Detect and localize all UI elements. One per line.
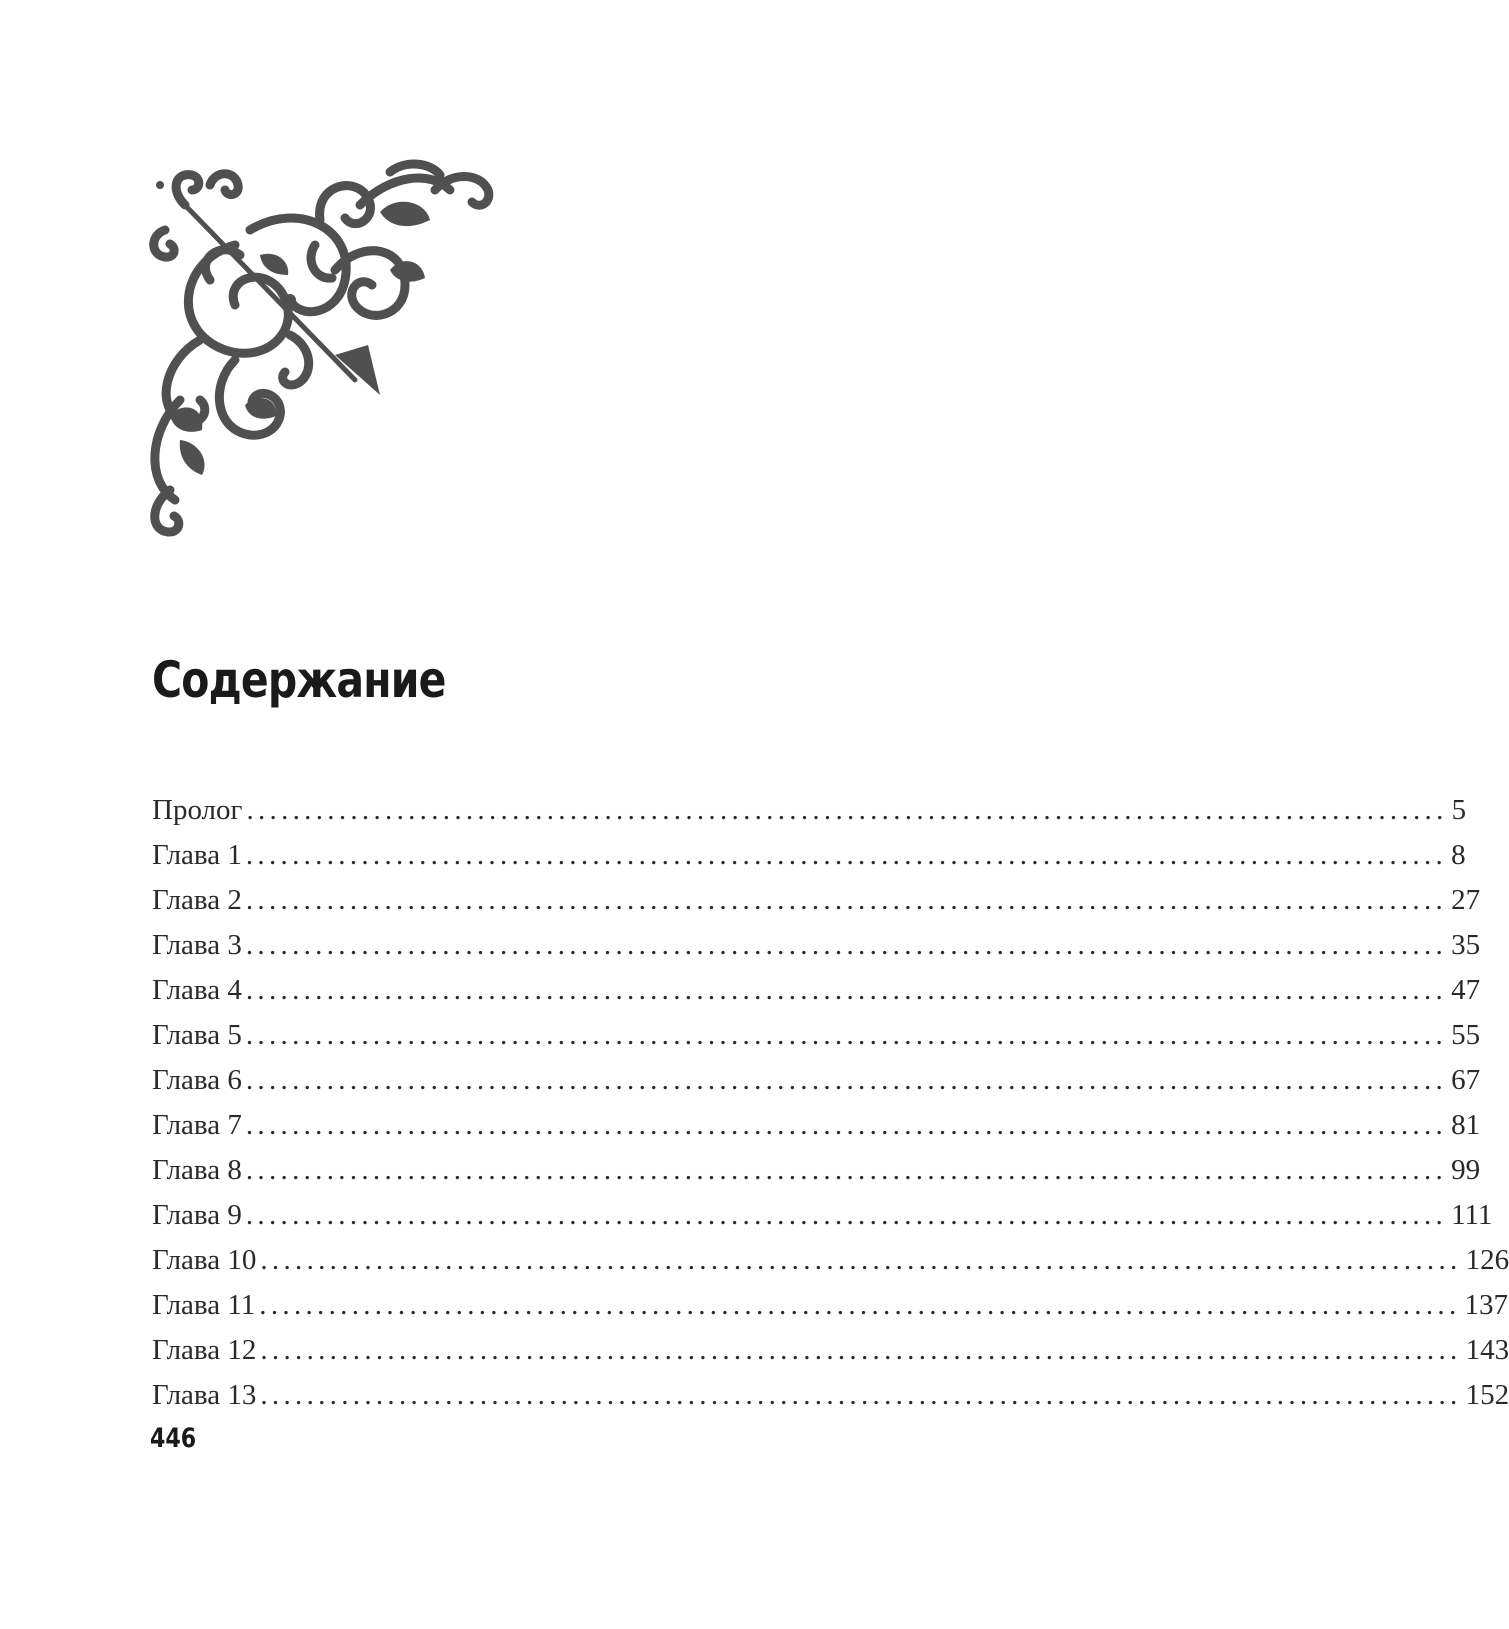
dot-leader: ........................................................................................................: [245, 884, 1448, 916]
toc-entry-page: 8: [1451, 839, 1466, 871]
toc-entry-page: 143: [1465, 1334, 1509, 1366]
dot-leader: ........................................................................................................: [260, 1379, 1462, 1411]
toc-entry-chapter-8: [152, 1148, 1481, 1193]
page-number: 446: [150, 1423, 197, 1454]
toc-entry-chapter-7: [152, 1103, 1481, 1148]
toc-entry-label: Глава 8: [152, 1154, 242, 1186]
toc-entry-page: 137: [1464, 1289, 1508, 1321]
dot-leader: ........................................................................................................: [260, 1244, 1462, 1276]
toc-entry-page: 81: [1451, 1109, 1481, 1141]
toc-entry-page: 126: [1465, 1244, 1509, 1276]
toc-entry-chapter-5: [152, 1013, 1481, 1058]
toc-entry-label: Глава 10: [152, 1244, 257, 1276]
toc-entry-page: 5: [1451, 794, 1467, 826]
dot-leader: ........................................................................................................: [260, 1334, 1462, 1366]
toc-entry-label: Глава 12: [152, 1334, 257, 1366]
toc-entry-chapter-10: [152, 1238, 1509, 1283]
toc-entry-chapter-3: [152, 923, 1481, 968]
toc-entry-page: 67: [1451, 1064, 1481, 1096]
toc-entry-prologue: [152, 788, 1467, 833]
dot-leader: ........................................................................................................: [259, 1289, 1461, 1321]
toc-entry-chapter-13: [152, 1373, 1509, 1418]
toc-entry-page: 27: [1451, 884, 1481, 916]
toc-entry-label: Пролог: [152, 794, 243, 826]
toc-entry-label: Глава 2: [152, 884, 242, 916]
dot-leader: ........................................................................................................: [245, 1019, 1448, 1051]
toc-entry-page: 47: [1451, 974, 1481, 1006]
toc-entry-chapter-11: [152, 1283, 1508, 1328]
dot-leader: ........................................................................................................: [245, 929, 1448, 961]
toc-entry-page: 111: [1451, 1199, 1493, 1231]
toc-entry-page: 55: [1451, 1019, 1481, 1051]
page-title: Содержание: [152, 651, 446, 709]
dot-leader: ........................................................................................................: [245, 1109, 1448, 1141]
dot-leader: ........................................................................................................: [245, 1199, 1448, 1231]
toc-entry-label: Глава 5: [152, 1019, 242, 1051]
toc-entry-chapter-2: [152, 878, 1481, 923]
toc-entry-label: Глава 7: [152, 1109, 242, 1141]
toc-entry-chapter-1: [152, 833, 1466, 878]
corner-flourish-icon: [140, 160, 510, 540]
dot-leader: ........................................................................................................: [245, 974, 1448, 1006]
toc-entry-label: Глава 1: [152, 839, 242, 871]
dot-leader: ........................................................................................................: [246, 794, 1448, 826]
toc-entry-page: 152: [1465, 1379, 1509, 1411]
toc-entry-page: 99: [1451, 1154, 1481, 1186]
dot-leader: ........................................................................................................: [245, 839, 1448, 871]
toc-entry-label: Глава 4: [152, 974, 242, 1006]
toc-entry-page: 35: [1451, 929, 1481, 961]
toc-entry-label: Глава 11: [152, 1289, 256, 1321]
table-of-contents: [152, 788, 1509, 1418]
dot-leader: ........................................................................................................: [245, 1064, 1448, 1096]
toc-entry-label: Глава 9: [152, 1199, 242, 1231]
toc-entry-label: Глава 3: [152, 929, 242, 961]
toc-entry-chapter-6: [152, 1058, 1481, 1103]
dot-leader: ........................................................................................................: [245, 1154, 1448, 1186]
toc-entry-label: Глава 6: [152, 1064, 242, 1096]
toc-entry-chapter-9: [152, 1193, 1493, 1238]
toc-entry-chapter-4: [152, 968, 1481, 1013]
toc-entry-chapter-12: [152, 1328, 1509, 1373]
toc-entry-label: Глава 13: [152, 1379, 257, 1411]
